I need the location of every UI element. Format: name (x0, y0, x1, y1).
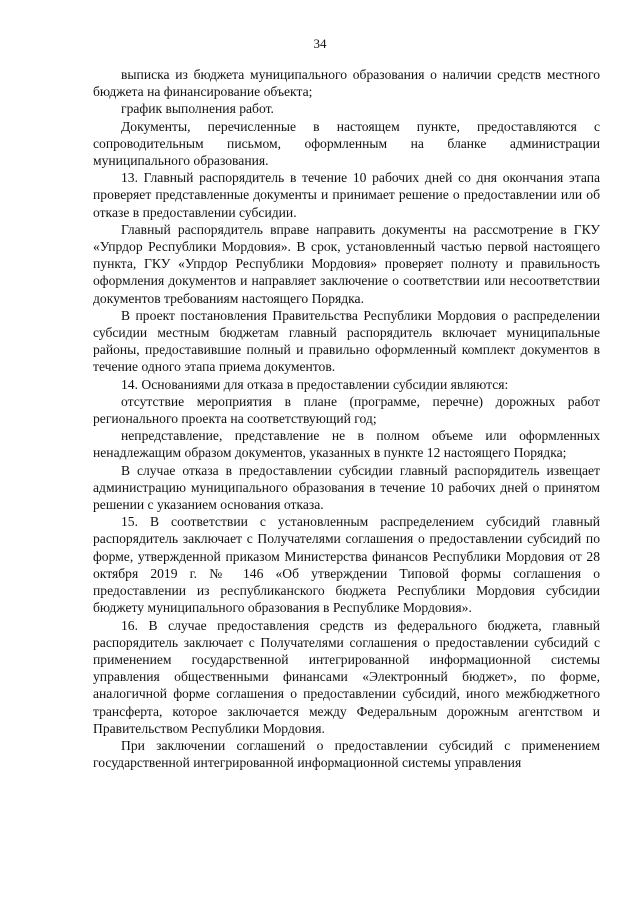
paragraph-cover-letter: Документы, перечисленные в настоящем пункте, предоставляются с сопроводительным письмом, оформленным на бланке администрации муниципального образования. (93, 118, 600, 169)
paragraph-draft-resolution: В проект постановления Правительства Республики Мордовия о распределении субсидии местным бюджетам главный распорядитель включает муниципальные районы, предоставившие полный и правильно оформленный комплект документов в течение одного этапа приема документов. (93, 307, 600, 375)
paragraph-item-14: 14. Основаниями для отказа в предоставлении субсидии являются: (121, 376, 509, 392)
paragraph-refusal-notice: В случае отказа в предоставлении субсидии главный распорядитель извещает администрацию муниципального образования в течение 10 рабочих дней о принятом решении с указанием основания отказа. (93, 462, 600, 513)
paragraph-refusal-reason-2: непредставление, представление не в полном объеме или оформленных ненадлежащим образом документов, указанных в пункте 12 настоящего Порядка; (93, 428, 600, 461)
page-number: 34 (313, 36, 327, 51)
document-body (93, 66, 600, 771)
paragraph-item-16: 16. В случае предоставления средств из федерального бюджета, главный распорядитель заключает с Получателями соглашения о предоставлении субсидий с применением государственной интегрированной информационной системы управления общественными финансами «Электронный бюджет», по форме, аналогичной форме соглашения о предоставлении субсидий, иного межбюджетного трансферта, которое заключается между Федеральным дорожным агентством и Правительством Республики Мордовия. (93, 617, 600, 736)
paragraph-budget-extract: выписка из бюджета муниципального образования о наличии средств местного бюджета на финансирование объекта; (93, 67, 600, 100)
paragraph-review-gku: Главный распорядитель вправе направить документы на рассмотрение в ГКУ «Упрдор Республики Мордовия». В срок, установленный частью первой настоящего пункта, ГКУ «Упрдор Республики Мордовия» проверяет полноту и правильность оформления документов и направляет заключение о соответствии или несоответствии документов требованиям настоящего Порядка. (93, 221, 600, 306)
paragraph-item-13: 13. Главный распорядитель в течение 10 рабочих дней со дня окончания этапа проверяет представленные документы и принимает решение о предоставлении или об отказе в предоставлении субсидии. (93, 170, 600, 220)
paragraph-item-15: 15. В соответствии с установленным распределением субсидий главный распорядитель заключает с Получателями соглашения о предоставлении субсидий по форме, утвержденной приказом Министерства финансов Республики Мордовия от 28 октября 2019 г. № 146 «Об утверждении Типовой формы соглашения о предоставлении из республиканского бюджета Республики Мордовия субсидии бюджету муниципального образования в Республике Мордовия». (93, 514, 600, 616)
paragraph-agreements-continued: При заключении соглашений о предоставлении субсидий с применением государственной интегрированной информационной системы управления (93, 737, 600, 771)
paragraph-refusal-reason-1: отсутствие мероприятия в плане (программе, перечне) дорожных работ регионального проекта на соответствующий год; (93, 393, 600, 427)
paragraph-work-schedule: график выполнения работ. (121, 101, 274, 117)
